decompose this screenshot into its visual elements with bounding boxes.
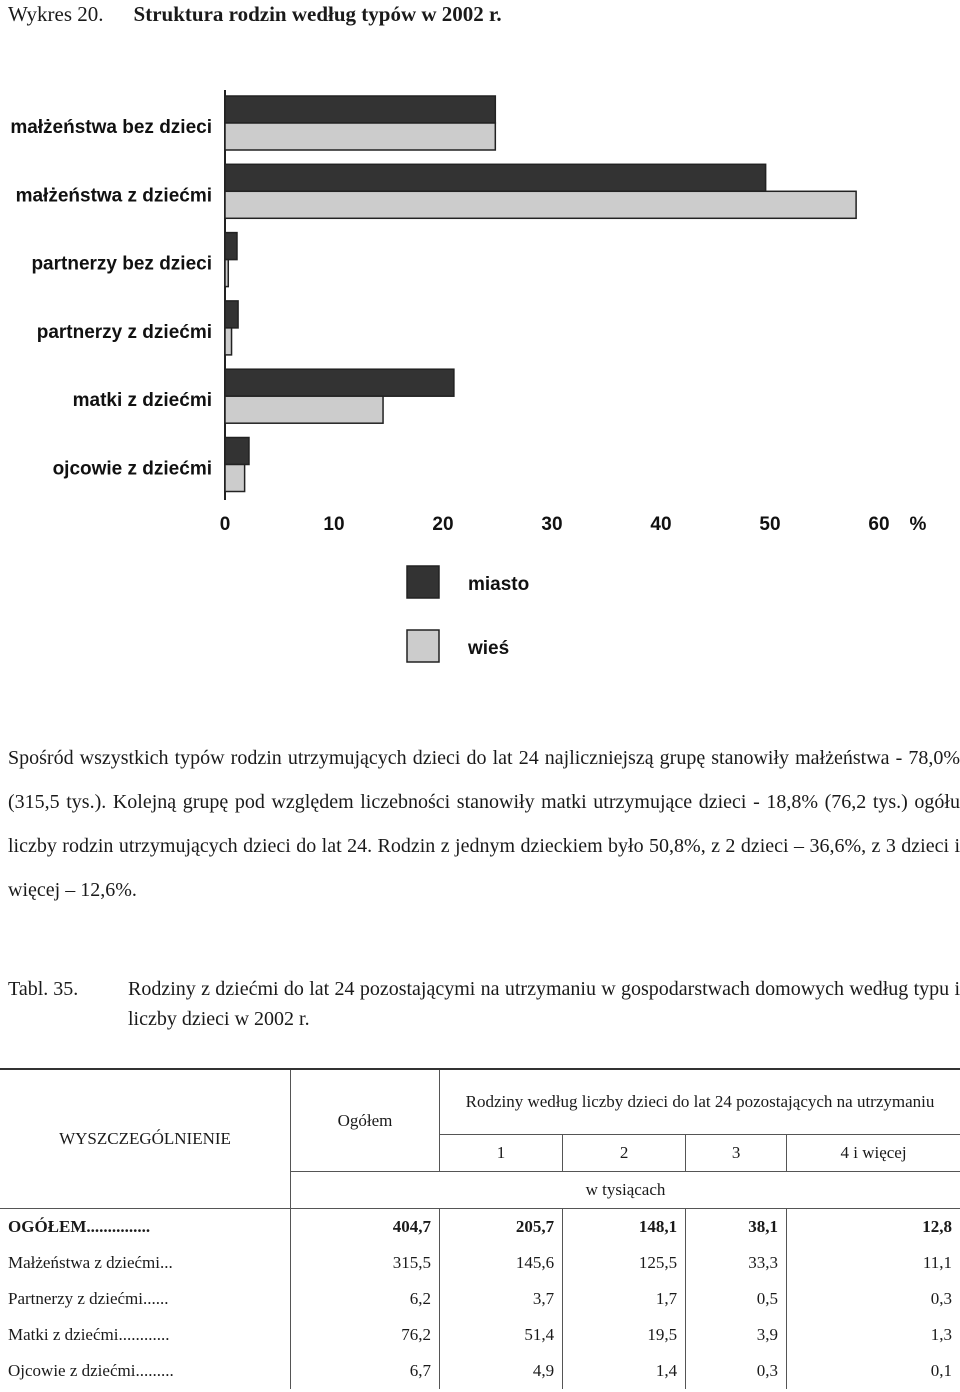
header-4-plus: 4 i więcej [787,1135,960,1172]
header-1: 1 [496,1143,506,1162]
cell-value: 315,5 [291,1245,440,1281]
table-row [0,1317,960,1353]
table-row [0,1245,960,1281]
cell-value: 38,1 [686,1209,787,1246]
table-title: Rodziny z dziećmi do lat 24 pozostającymi na utrzymaniu w gospodarstwach domowych według typu i liczby dzieci w 2002 r. [128,978,960,1030]
category-label: partnerzy bez dzieci [31,253,212,275]
x-tick-label: 50 [759,514,781,535]
chart-caption [8,2,502,27]
cell-value: 125,5 [563,1245,686,1281]
x-tick-label: 30 [541,514,563,535]
cell-value: 3,9 [686,1317,787,1353]
x-tick-label: 40 [650,514,672,535]
bar-miasto [225,369,454,396]
table-row [0,1209,960,1246]
cell-value: 6,7 [291,1353,440,1389]
cell-value: 145,6 [440,1245,563,1281]
legend-swatch [407,566,439,598]
caption-title: Struktura rodzin według typów w 2002 r. [133,2,502,26]
bar-wies [225,260,228,287]
cell-value: 1,3 [787,1317,960,1353]
leader-dots: ............... [86,1217,151,1236]
table-header-row [0,1069,960,1135]
row-label: Ojcowie z dziećmi......... [8,1361,174,1380]
cell-value: 51,4 [440,1317,563,1353]
bar-chart [0,80,960,680]
row-label: OGÓŁEM............... [0,1209,291,1246]
cell-value: 76,2 [291,1317,440,1353]
header-unit: w tysiącach [291,1172,960,1209]
legend-label: miasto [468,574,530,595]
leader-dots: ...... [143,1289,169,1308]
cell-value: 12,8 [787,1209,960,1246]
row-label: Małżeństwa z dziećmi... [8,1253,173,1272]
category-label: małżeństwa bez dzieci [10,117,212,138]
table-number: Tabl. 35. [8,978,79,1000]
leader-dots: ......... [135,1361,174,1380]
cell-value: 0,3 [686,1353,787,1389]
cell-value: 148,1 [563,1209,686,1246]
cell-value: 205,7 [440,1209,563,1246]
cell-value: 0,3 [787,1281,960,1317]
bar-wies [225,465,245,492]
category-label: matki z dziećmi [72,390,212,412]
row-label: Matki z dziećmi............ [8,1325,170,1344]
table-row [0,1281,960,1317]
cell-value: 19,5 [563,1317,686,1353]
category-label: małżeństwa z dziećmi [15,185,212,207]
x-tick-label: 10 [323,514,345,535]
header-wyszczegolnienie: WYSZCZEGÓLNIENIE [59,1129,231,1148]
category-label: ojcowie z dziećmi [52,458,212,480]
header-2: 2 [563,1135,686,1172]
cell-value: 0,1 [787,1353,960,1389]
table-row [0,1353,960,1389]
bar-miasto [225,438,249,465]
bar-wies [225,191,856,218]
x-tick-label: 20 [432,514,454,535]
cell-value: 1,7 [563,1281,686,1317]
cell-value: 0,5 [686,1281,787,1317]
x-tick-label: 60 [868,514,890,535]
cell-value: 404,7 [291,1209,440,1246]
bar-miasto [225,164,766,191]
bar-miasto [225,96,495,123]
legend-swatch [407,630,439,662]
table-body [0,1209,960,1390]
legend-label: wieś [468,638,510,659]
data-table [0,1068,960,1389]
row-label: Partnerzy z dziećmi...... [8,1289,169,1308]
body-paragraph: Spośród wszystkich typów rodzin utrzymujących dzieci do lat 24 najliczniejszą grupę stanowiły małżeństwa - 78,0% (315,5 tys.). Kolejną grupę pod względem liczebności stanowiły matki utrzymujące dzieci - 18,8% (76,2 tys.) ogółu liczby rodzin utrzymujących dzieci do lat 24. Rodzin z jednym dzieckiem było 50,8%, z 2 dzieci – 36,6%, z 3 dzieci i więcej – 12,6%. [8,747,960,901]
leader-dots: ............ [118,1325,170,1344]
caption-label: Wykres 20. [8,2,104,26]
cell-value: 11,1 [787,1245,960,1281]
bar-wies [225,328,232,355]
leader-dots: ... [160,1253,173,1272]
bar-miasto [225,301,238,328]
cell-value: 6,2 [291,1281,440,1317]
header-group: Rodziny według liczby dzieci do lat 24 pozostających na utrzymaniu [440,1069,960,1135]
cell-value: 33,3 [686,1245,787,1281]
bar-miasto [225,233,237,260]
header-3: 3 [686,1135,787,1172]
x-tick-label: 0 [219,514,231,535]
cell-value: 3,7 [440,1281,563,1317]
cell-value: 4,9 [440,1353,563,1389]
bar-wies [225,123,495,150]
bar-wies [225,396,383,423]
cell-value: 1,4 [563,1353,686,1389]
category-label: partnerzy z dziećmi [36,321,212,343]
header-ogolem: Ogółem [291,1069,440,1172]
x-unit-label: % [909,514,927,535]
